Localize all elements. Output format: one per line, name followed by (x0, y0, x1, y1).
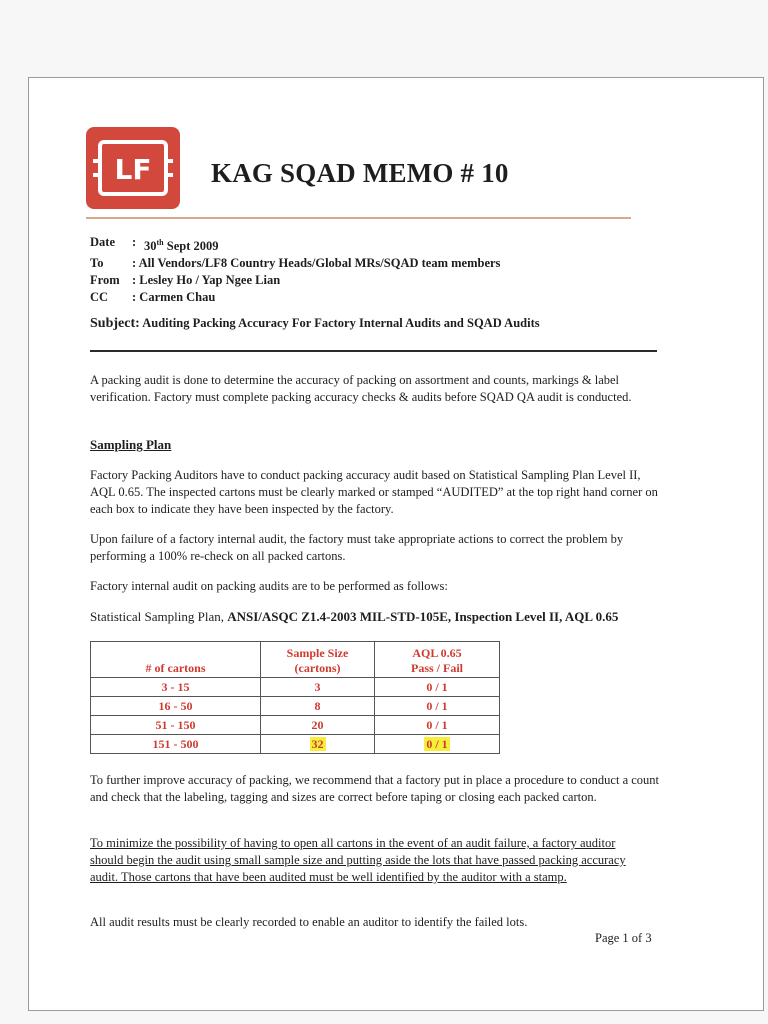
highlighted-value: 32 (311, 736, 324, 751)
table-cell (375, 735, 500, 754)
table-cell: 0 / 1 (375, 716, 500, 735)
table-header-sample-size (261, 642, 375, 678)
title-divider (86, 217, 631, 219)
table-row (91, 716, 500, 735)
subject-line (90, 316, 540, 332)
header-value: : Lesley Ho / Yap Ngee Lian (132, 273, 281, 288)
header-value-date (144, 234, 219, 255)
sampling-plan-heading: Sampling Plan (90, 437, 172, 452)
subject-label: Subject: (90, 316, 140, 331)
memo-header (90, 234, 500, 306)
date-rest: Sept 2009 (163, 239, 219, 254)
table-cell: 0 / 1 (375, 697, 500, 716)
memo-page (28, 77, 764, 1011)
table-header-cartons (91, 642, 261, 678)
header-line: Sample Size (286, 646, 349, 660)
table-row (91, 735, 500, 754)
header-row-to (90, 255, 500, 272)
header-label: CC (90, 290, 109, 305)
table-cell: 51 - 150 (91, 716, 261, 735)
header-row-from (90, 272, 500, 289)
table-cell: 0 / 1 (375, 678, 500, 697)
intro-paragraph: A packing audit is done to determine the accuracy of packing on assortment and counts, markings & label verification. Factory must complete packing accuracy checks & audits before SQAD QA audit is conducted. (90, 373, 632, 404)
table-cell: 3 (261, 678, 375, 697)
header-line: AQL 0.65 (412, 646, 462, 660)
logo-text: LF (114, 153, 152, 186)
plan-standard: ANSI/ASQC Z1.4-2003 MIL-STD-105E, Inspection Level II, AQL 0.65 (227, 609, 619, 624)
header-row-date (90, 234, 500, 255)
page-number: Page 1 of 3 (595, 931, 652, 945)
failure-paragraph: Upon failure of a factory internal audit, the factory must take appropriate actions to correct the problem by performing a 100% re-check on all packed cartons. (90, 532, 624, 563)
header-label: From (90, 273, 120, 288)
header-line: (cartons) (294, 661, 341, 675)
lf-logo-icon (93, 137, 173, 199)
results-paragraph: All audit results must be clearly recorded to enable an auditor to identify the failed lots. (90, 915, 528, 929)
memo-title: KAG SQAD MEMO # 10 (211, 158, 509, 188)
company-logo (86, 127, 180, 209)
date-suffix: th (156, 238, 164, 247)
improve-paragraph: To further improve accuracy of packing, we recommend that a factory put in place a procedure to conduct a count and check that the labeling, tagging and sizes are correct before taping or closing each packed carton. (90, 773, 660, 804)
header-line: Pass / Fail (410, 661, 463, 675)
header-label: Date (90, 235, 115, 249)
sampling-table (90, 641, 500, 754)
header-value: : All Vendors/LF8 Country Heads/Global MRs/SQAD team members (132, 256, 501, 271)
header-label: To (90, 256, 104, 271)
table-row (91, 697, 500, 716)
sampling-plan-line (90, 608, 660, 625)
sampling-paragraph: Factory Packing Auditors have to conduct packing accuracy audit based on Statistical Sampling Plan Level II, AQL 0.65. The inspected cartons must be clearly marked or stamped “AUDITED” at the top right hand corner on each box to indicate they have been inspected by the factory. (90, 468, 658, 516)
header-line: # of cartons (145, 661, 206, 675)
minimize-paragraph: To minimize the possibility of having to open all cartons in the event of an audit failure, a factory auditor should begin the audit using small sample size and putting aside the lots that have passed packing accuracy audit. Those cartons that have been audited must be well identified by the auditor with a stamp. (90, 836, 626, 884)
table-cell: 8 (261, 697, 375, 716)
header-colon: : (132, 235, 137, 249)
date-day: 30 (144, 239, 157, 254)
table-cell (261, 735, 375, 754)
follows-paragraph: Factory internal audit on packing audits are to be performed as follows: (90, 579, 448, 593)
table-row (91, 678, 500, 697)
table-header-row (91, 642, 500, 678)
plan-prefix: Statistical Sampling Plan, (90, 609, 228, 624)
subject-divider (90, 350, 657, 352)
table-cell: 151 - 500 (91, 735, 261, 754)
table-header-aql (375, 642, 500, 678)
subject-text: Auditing Packing Accuracy For Factory Internal Audits and SQAD Audits (142, 316, 540, 330)
header-value: : Carmen Chau (132, 290, 216, 305)
highlighted-value: 0 / 1 (426, 736, 448, 751)
table-cell: 16 - 50 (91, 697, 261, 716)
table-cell: 20 (261, 716, 375, 735)
header-row-cc (90, 289, 500, 306)
table-cell: 3 - 15 (91, 678, 261, 697)
